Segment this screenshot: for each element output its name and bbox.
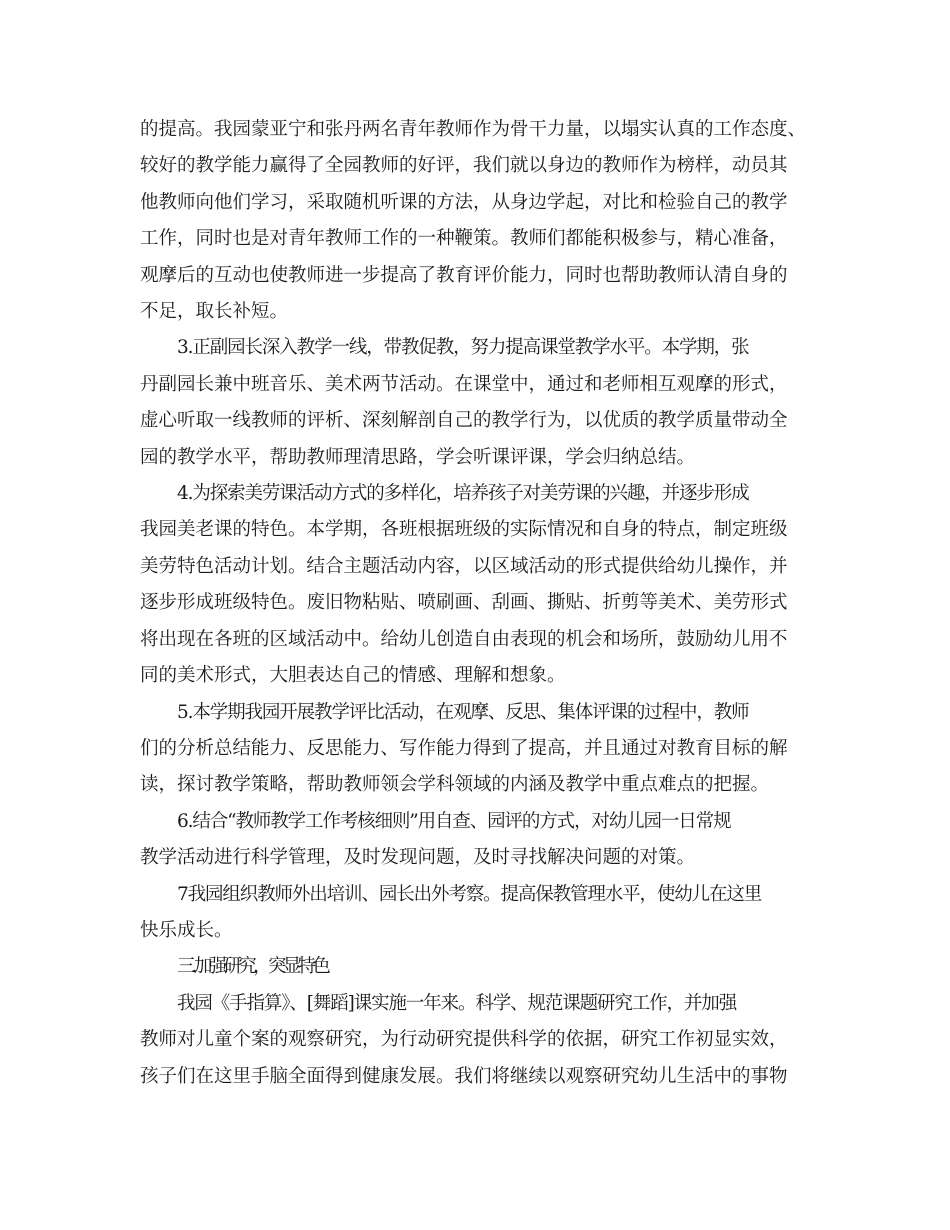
text-line: 的提高。我园蒙亚宁和张丹两名青年教师作为骨干力量，以塌实认真的工作态度、 bbox=[140, 119, 807, 140]
text-line: 我园美老课的特色。本学期，各班根据班级的实际情况和自身的特点，制定班级 bbox=[140, 519, 788, 541]
text-line: 虚心听取一线教师的评析、深刻解剖自己的教学行为，以优质的教学质量带动全 bbox=[140, 410, 788, 432]
paragraph bbox=[140, 986, 810, 1095]
text-line: 逐步形成班级特色。废旧物粘贴、喷刷画、刮画、撕贴、折剪等美术、美劳形式 bbox=[140, 592, 788, 614]
text-line: 同的美术形式，大胆表达自己的情感、理解和想象。 bbox=[140, 665, 566, 687]
text-line: 5.本学期我园开展教学评比活动，在观摩、反思、集体评课的过程中，教师 bbox=[177, 701, 749, 723]
text-line: 不足，取长补短。 bbox=[140, 301, 289, 323]
paragraph bbox=[140, 476, 810, 694]
text-line: 3.正副园长深入教学一线，带教促教，努力提高课堂教学水平。本学期，张 bbox=[177, 337, 749, 359]
text-line: 观摩后的互动也使教师进一步提高了教育评价能力，同时也帮助教师认清自身的 bbox=[140, 264, 788, 286]
text-line: 三.加强研究，突显特色 bbox=[177, 956, 328, 978]
text-line: 读，探讨教学策略，帮助教师领会学科领域的内涵及教学中重点难点的把握。 bbox=[140, 774, 770, 796]
paragraph bbox=[140, 877, 810, 950]
paragraph bbox=[140, 330, 810, 476]
text-line: 丹副园长兼中班音乐、美术两节活动。在课堂中，通过和老师相互观摩的形式， bbox=[140, 373, 788, 395]
text-line: 教学活动进行科学管理，及时发现问题，及时寻找解决问题的对策。 bbox=[140, 847, 696, 869]
text-line: 们的分析总结能力、反思能力、写作能力得到了提高，并且通过对教育目标的解 bbox=[140, 737, 788, 759]
text-line: 美劳特色活动计划。结合主题活动内容，以区域活动的形式提供给幼儿操作，并 bbox=[140, 555, 788, 577]
text-line: 园的教学水平，帮助教师理清思路，学会听课评课，学会归纳总结。 bbox=[140, 446, 696, 468]
text-line: 孩子们在这里手脑全面得到健康发展。我们将继续以观察研究幼儿生活中的事物 bbox=[140, 1065, 788, 1087]
text-line: 快乐成长。 bbox=[140, 919, 233, 941]
paragraph bbox=[140, 695, 810, 804]
text-line: 较好的教学能力赢得了全园教师的好评，我们就以身边的教师作为榜样，动员其 bbox=[140, 155, 788, 177]
text-line: 4.为探索美劳课活动方式的多样化，培养孩子对美劳课的兴趣，并逐步形成 bbox=[177, 483, 749, 505]
text-line: 将出现在各班的区域活动中。给幼儿创造自由表现的机会和场所，鼓励幼儿用不 bbox=[140, 628, 788, 650]
text-line: 他教师向他们学习，采取随机听课的方法，从身边学起，对比和检验自己的教学 bbox=[140, 191, 788, 213]
paragraph bbox=[140, 112, 810, 330]
paragraph bbox=[140, 804, 810, 877]
text-line: 教师对儿童个案的观察研究，为行动研究提供科学的依据，研究工作初显实效， bbox=[140, 1029, 788, 1051]
document-page bbox=[140, 112, 810, 1095]
text-line: 我园《手指算》、[舞蹈]课实施一年来。科学、规范课题研究工作，并加强 bbox=[177, 992, 737, 1014]
text-line: 6.结合“教师教学工作考核细则”用自查、园评的方式，对幼儿园一日常规 bbox=[177, 810, 731, 832]
text-line: 7我园组织教师外出培训、园长出外考察。提高保教管理水平，使幼儿在这里 bbox=[177, 883, 762, 905]
text-line: 工作，同时也是对青年教师工作的一种鞭策。教师们都能积极参与，精心准备， bbox=[140, 228, 788, 250]
paragraph bbox=[140, 949, 810, 985]
